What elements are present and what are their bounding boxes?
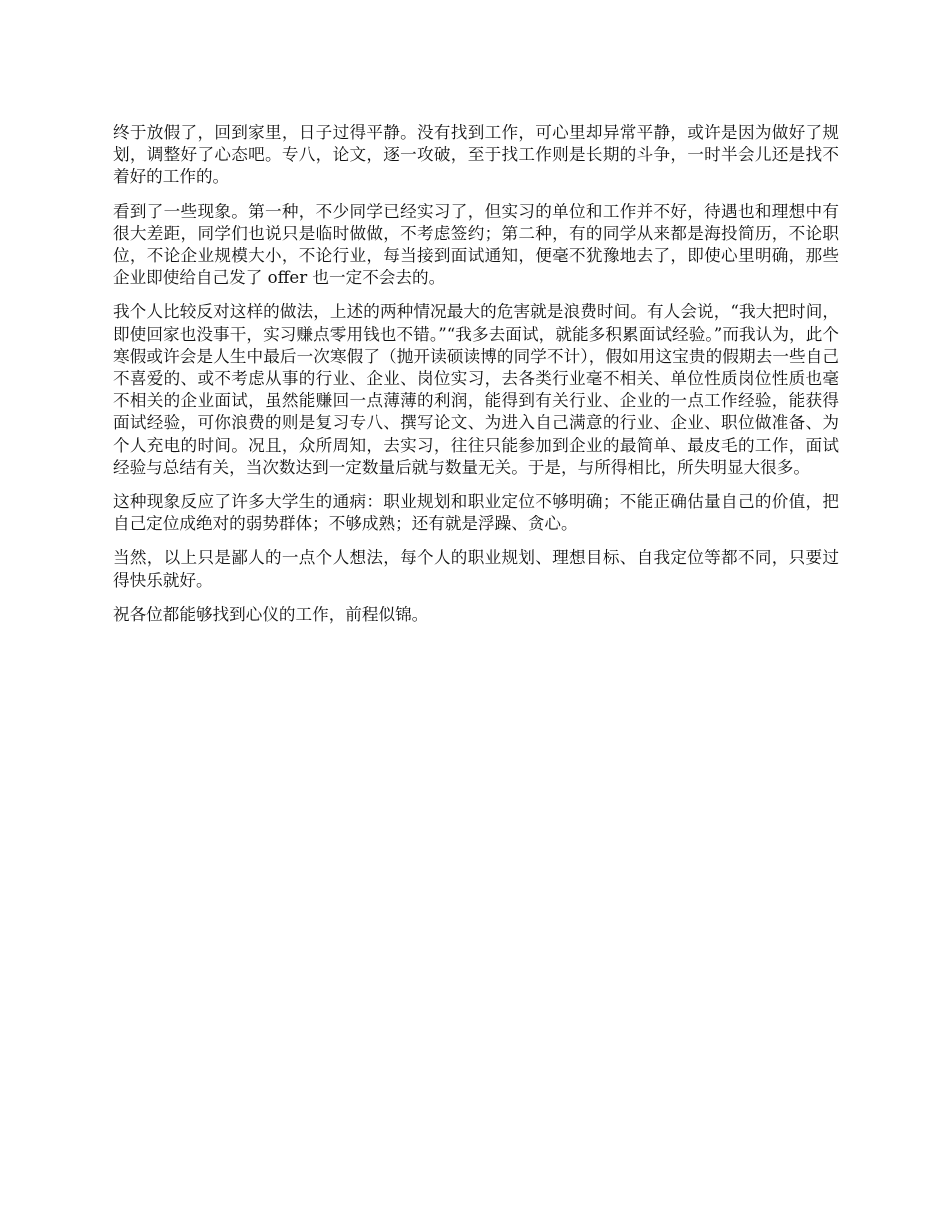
paragraph-5: 当然，以上只是鄙人的一点个人想法，每个人的职业规划、理想目标、自我定位等都不同，只要过得快乐就好。 — [113, 548, 839, 590]
paragraph-1: 终于放假了，回到家里，日子过得平静。没有找到工作，可心里却异常平静，或许是因为做好了规划，调整好了心态吧。专八，论文，逐一攻破，至于找工作则是长期的斗争，一时半会儿还是找不着好的工作的。 — [113, 123, 839, 187]
paragraph-3: 我个人比较反对这样的做法，上述的两种情况最大的危害就是浪费时间。有人会说，“我大把时间，即使回家也没事干，实习赚点零用钱也不错。”“我多去面试，就能多积累面试经验。”而我认为，此个寒假或许会是人生中最后一次寒假了（抛开读硕读博的同学不计），假如用这宝贵的假期去一些自己不喜爱的、或不考虑从事的行业、企业、岗位实习，去各类行业毫不相关、单位性质岗位性质也毫不相关的企业面试，虽然能赚回一点薄薄的利润，能得到有关行业、企业的一点工作经验，能获得面试经验，可你浪费的则是复习专八、撰写论文、为进入自己满意的行业、企业、职位做准备、为个人充电的时间。况且，众所周知，去实习，往往只能参加到企业的最简单、最皮毛的工作，面试经验与总结有关，当次数达到一定数量后就与数量无关。于是，与所得相比，所失明显大很多。 — [113, 302, 839, 477]
document-body — [113, 122, 839, 638]
paragraph-4: 这种现象反应了许多大学生的通病：职业规划和职业定位不够明确；不能正确估量自己的价值，把自己定位成绝对的弱势群体；不够成熟；还有就是浮躁、贪心。 — [113, 492, 839, 534]
paragraph-6: 祝各位都能够找到心仪的工作，前程似锦。 — [113, 604, 429, 624]
paragraph-2: 看到了一些现象。第一种，不少同学已经实习了，但实习的单位和工作并不好，待遇也和理想中有很大差距，同学们也说只是临时做做，不考虑签约；第二种，有的同学从来都是海投简历，不论职位，不论企业规模大小，不论行业，每当接到面试通知，便毫不犹豫地去了，即使心里明确，那些企业即使给自己发了 offer 也一定不会去的。 — [113, 201, 839, 288]
